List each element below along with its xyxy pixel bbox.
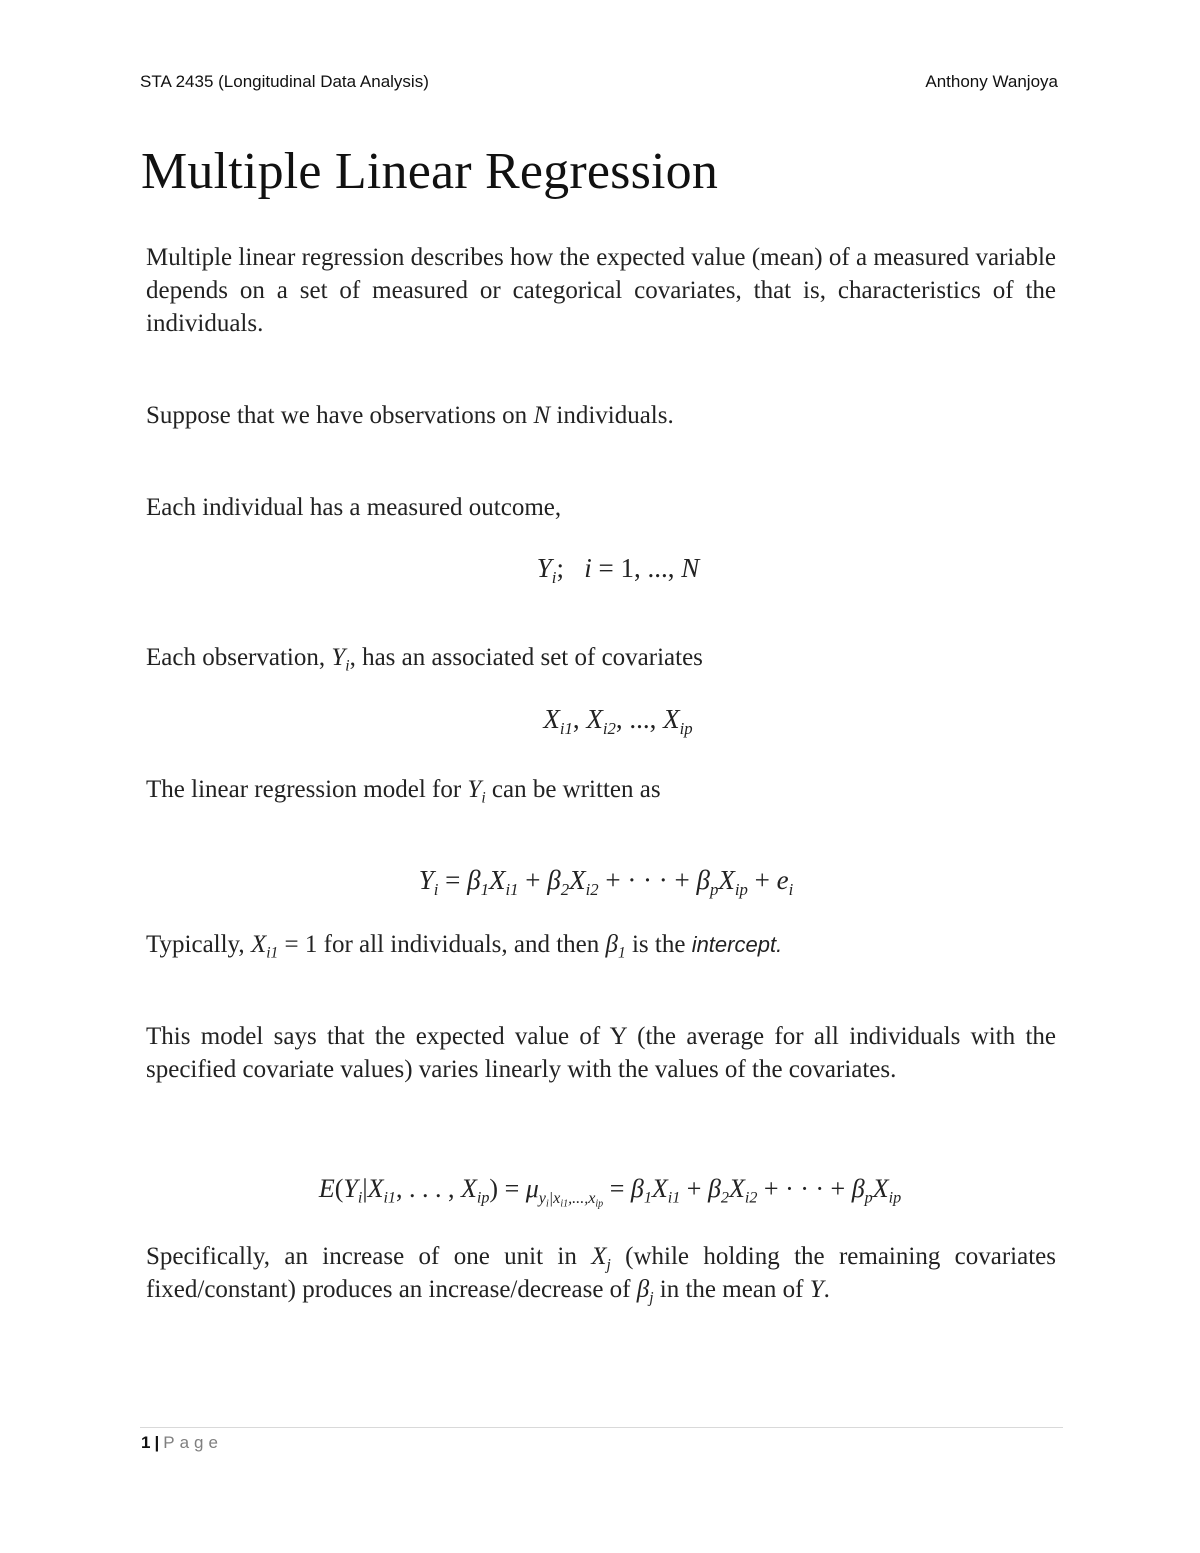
header-course: STA 2435 (Longitudinal Data Analysis) <box>140 72 429 91</box>
page-number: 1 <box>141 1433 151 1452</box>
paragraph-expected-value: This model says that the expected value of Y (the average for all individuals with the specified covariate values) varies linearly with the values of the covariates. <box>146 1023 1056 1083</box>
header-author: Anthony Wanjoya <box>925 72 1058 91</box>
equation-covariates: $X_{i1}$, $X_{i2}$, ..., $X_{ip}$ <box>543 704 693 738</box>
intercept-term: intercept. <box>691 932 783 957</box>
paragraph-model-intro: The linear regression model for $Y_i$ can be written as <box>146 776 661 807</box>
page-footer <box>141 1433 223 1453</box>
paragraph-intercept: Typically, $X_{i1} = 1$ for all individuals, and then $\beta_1$ is the intercept. <box>146 931 783 962</box>
footer-separator: | <box>154 1433 160 1452</box>
page-title: Multiple Linear Regression <box>141 143 719 200</box>
equation-expectation: $E(Y_i|X_{i1}$, . . . , $X_{ip}) = \mu_{y_i|x_{i1},...,x_{ip}} = \beta_1X_{i1} + \beta_2X_{i2}$ + · · · + $\beta_pX_{ip}$ <box>318 1174 902 1210</box>
footer-divider <box>140 1427 1063 1428</box>
paragraph-interpretation: Specifically, an increase of one unit in $X_j$ (while holding the remaining covariates fixed/constant) produces an increase/decrease of $\beta_j$ in the mean of Y. <box>146 1243 1056 1307</box>
paragraph-observations: Suppose that we have observations on N individuals. <box>146 402 674 429</box>
paragraph-definition: Multiple linear regression describes how the expected value (mean) of a measured variable depends on a set of measured or categorical covariates, that is, characteristics of the individuals. <box>146 244 1056 337</box>
paragraph-outcome: Each individual has a measured outcome, <box>146 494 562 521</box>
paragraph-covariates: Each observation, $Y_i$, has an associated set of covariates <box>146 644 703 675</box>
page-label: Page <box>163 1433 223 1452</box>
equation-outcome: $Y_i$; i = 1, ..., N <box>536 553 700 587</box>
equation-model: $Y_i = \beta_1X_{i1} + \beta_2X_{i2}$ + · · · + $\beta_pX_{ip} + e_i$ <box>418 865 794 899</box>
